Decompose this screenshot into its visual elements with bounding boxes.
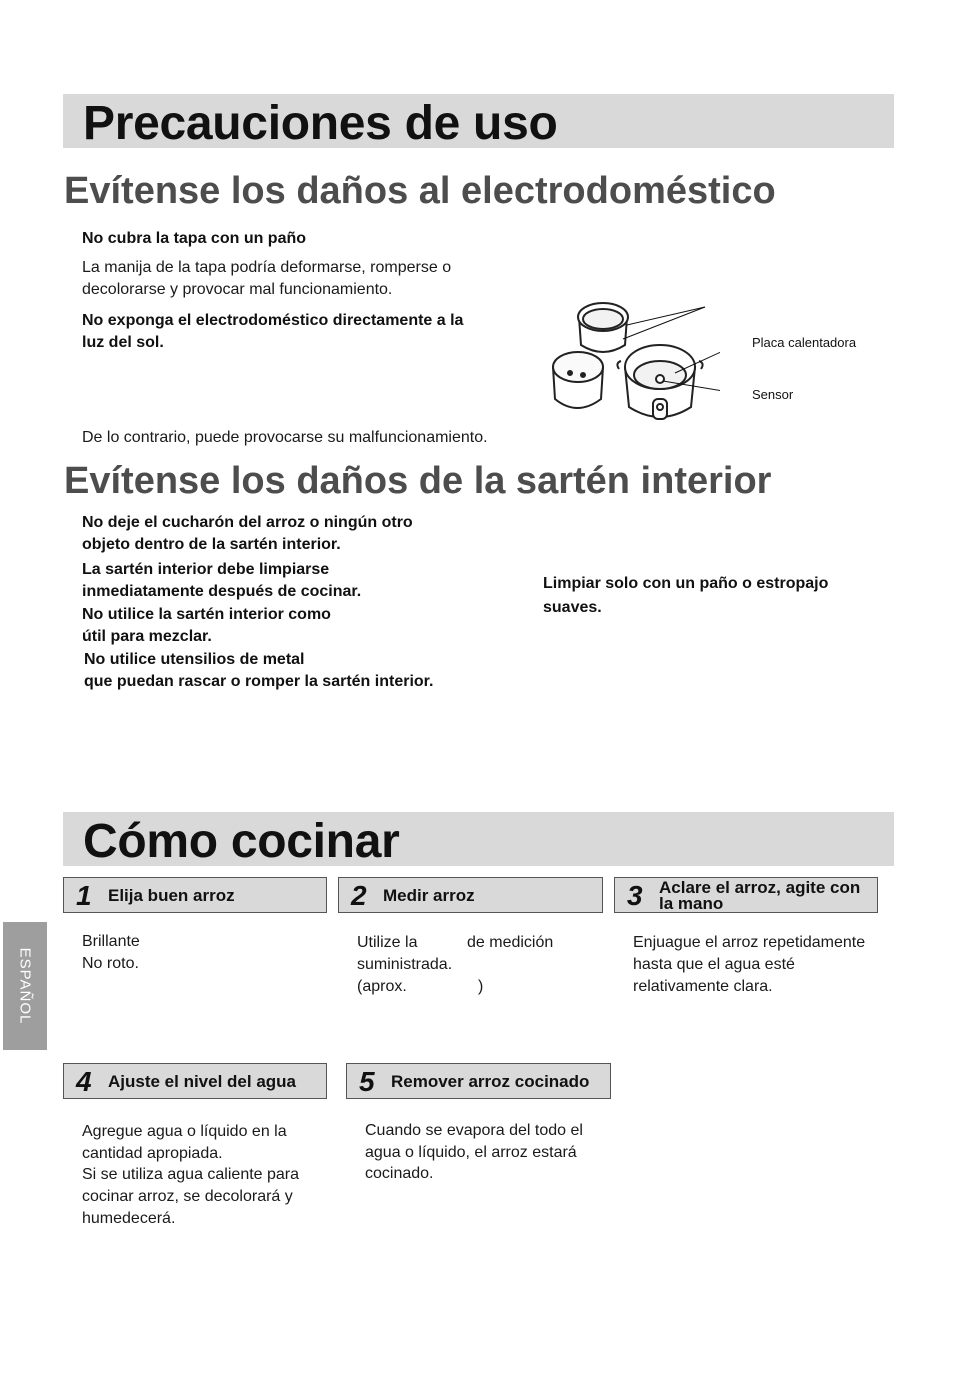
mix-text-1: No utilice la sartén interior como (82, 606, 331, 623)
step-3-number: 3 (627, 880, 643, 911)
step-5-number: 5 (359, 1066, 375, 1097)
clean-text-1: La sartén interior debe limpiarse (82, 561, 330, 578)
cover-title: No cubra la tapa con un paño (82, 230, 307, 247)
step-5-text-3: cocinado. (365, 1165, 434, 1182)
step-2-text-3b: ) (478, 978, 484, 995)
step-4-text-5: humedecerá. (82, 1210, 176, 1227)
step-2-text-1b: de medición (467, 934, 554, 951)
otherwise-text: De lo contrario, puede provocarse su malfuncionamiento. (82, 429, 488, 446)
pan-heading: Evítense los daños de la sartén interior (64, 460, 772, 502)
step-4-text-3: Si se utiliza agua caliente para (82, 1166, 300, 1183)
callout-heating-plate: Placa calentadora (752, 335, 857, 350)
language-side-tab (3, 922, 47, 1050)
step-1-text-1: Brillante (82, 933, 140, 950)
step-4-number: 4 (76, 1066, 92, 1097)
step-4-text-1: Agregue agua o líquido en la (82, 1123, 287, 1140)
section-banner-precautions (63, 94, 894, 148)
step-2-header (338, 877, 603, 913)
step-3-label-1: Aclare el arroz, agite con (659, 878, 861, 897)
callout-sensor: Sensor (752, 387, 794, 402)
step-2-text-1a: Utilize la (357, 934, 418, 951)
step-3-label-2: la mano (659, 894, 724, 913)
cover-text-2: decolorarse y provocar mal funcionamiento. (82, 281, 393, 298)
metal-text-2: que puedan rascar o romper la sartén interior. (84, 673, 434, 690)
step-5-text-2: agua o líquido, el arroz estará (365, 1144, 577, 1161)
step-5-header (346, 1063, 611, 1099)
step-4-text-2: cantidad apropiada. (82, 1145, 223, 1162)
cooking-title: Cómo cocinar (83, 815, 400, 868)
step-2-text-2: suministrada. (357, 956, 453, 973)
cover-text-1: La manija de la tapa podría deformarse, romperse o (82, 259, 452, 276)
ladle-text-1: No deje el cucharón del arroz o ningún otro (82, 514, 413, 531)
step-3-header (614, 877, 878, 913)
step-3-text-2: hasta que el agua esté (633, 956, 795, 973)
clean-text-2: inmediatamente después de cocinar. (82, 583, 362, 600)
step-1-number: 1 (76, 880, 92, 911)
step-2-label: Medir arroz (383, 886, 475, 905)
step-2-text-3a: (aprox. (357, 978, 407, 995)
step-1-label: Elija buen arroz (108, 886, 235, 905)
sun-text-1: No exponga el electrodoméstico directamente a la (82, 312, 464, 329)
page-title: Precauciones de uso (83, 97, 558, 150)
metal-text-1: No utilice utensilios de metal (84, 651, 305, 668)
soft-text-1: Limpiar solo con un paño o estropajo (543, 575, 829, 592)
mix-text-2: útil para mezclar. (82, 628, 212, 645)
language-label: ESPAÑOL (16, 947, 34, 1025)
section-banner-cooking (63, 812, 894, 866)
ladle-text-2: objeto dentro de la sartén interior. (82, 536, 341, 553)
step-5-text-1: Cuando se evapora del todo el (365, 1122, 583, 1139)
step-2-number: 2 (351, 880, 367, 911)
step-4-label: Ajuste el nivel del agua (108, 1072, 297, 1091)
soft-text-2: suaves. (543, 599, 602, 616)
step-4-header (63, 1063, 327, 1099)
step-3-text-3: relativamente clara. (633, 978, 773, 995)
sun-text-2: luz del sol. (82, 334, 164, 351)
appliance-heading: Evítense los daños al electrodoméstico (64, 170, 776, 212)
rice-cooker-illustration (545, 295, 720, 430)
step-1-header (63, 877, 327, 913)
step-3-text-1: Enjuague el arroz repetidamente (633, 934, 866, 951)
step-1-text-2: No roto. (82, 955, 139, 972)
step-4-text-4: cocinar arroz, se decolorará y (82, 1188, 293, 1205)
step-5-label: Remover arroz cocinado (391, 1072, 590, 1091)
